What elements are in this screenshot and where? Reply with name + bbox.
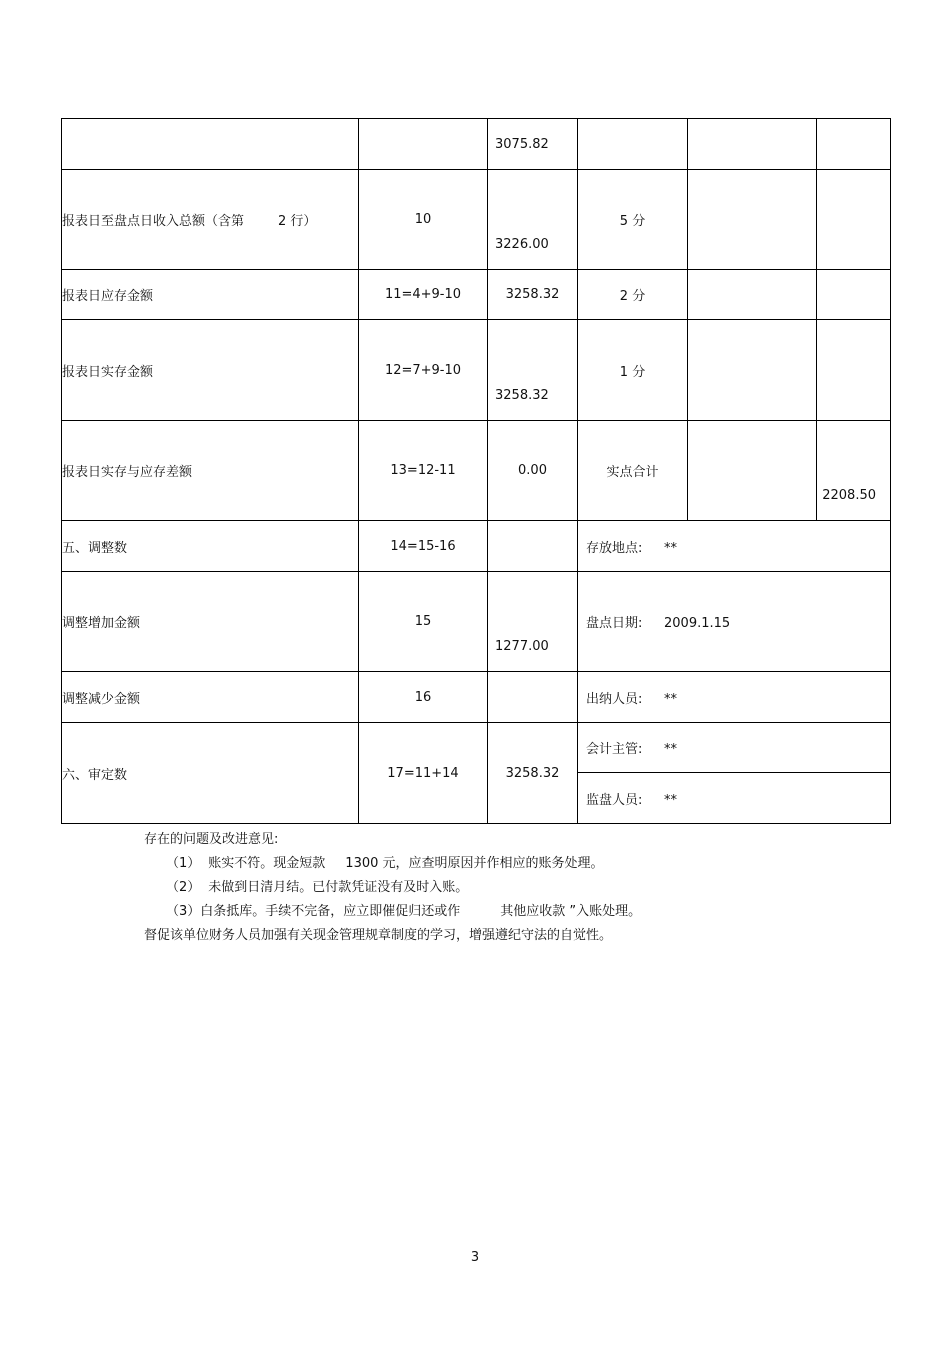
item-cell: 报表日实存金额 — [62, 320, 359, 421]
amount-cell — [488, 521, 578, 572]
item-cell: 五、调整数 — [62, 521, 359, 572]
amount-cell: 1277.00 — [488, 572, 578, 672]
amount-cell: 0.00 — [488, 421, 578, 521]
code-cell: 11=4+9-10 — [359, 270, 488, 320]
score-cell: 实点合计 — [578, 421, 688, 521]
info-label: 出纳人员: — [586, 691, 643, 707]
note-text: 白条抵库。手续不完备，应立即催促归还或作 — [200, 904, 461, 919]
code-cell: 13=12-11 — [359, 421, 488, 521]
info-value: ** — [664, 742, 677, 757]
blank-cell — [817, 320, 891, 421]
page-number: 3 — [470, 1250, 480, 1265]
table-row — [62, 119, 891, 170]
info-value: ** — [664, 691, 677, 707]
info-cell — [578, 773, 891, 824]
blank-cell — [688, 320, 817, 421]
amount-cell: 3226.00 — [488, 170, 578, 270]
notes-heading: 存在的问题及改进意见: — [144, 832, 279, 847]
amount-cell: 3258.32 — [488, 320, 578, 421]
info-label: 会计主管: — [586, 742, 643, 757]
item-label: 报表日至盘点日收入总额（含第 — [62, 214, 245, 229]
item-cell: 调整增加金额 — [62, 572, 359, 672]
info-value: 2009.1.15 — [664, 616, 731, 631]
table-row — [62, 572, 891, 672]
item-cell: 报表日应存金额 — [62, 270, 359, 320]
score-cell: 1 分 — [578, 320, 688, 421]
table-row — [62, 170, 891, 270]
blank-cell — [688, 421, 817, 521]
table-row — [62, 320, 891, 421]
item-label-tail: 2 行） — [278, 214, 317, 229]
item-cell — [62, 170, 359, 270]
info-label: 存放地点: — [586, 540, 643, 556]
score-cell: 2 分 — [578, 270, 688, 320]
cash-audit-table — [61, 118, 891, 824]
item-cell: 六、审定数 — [62, 723, 359, 824]
item-cell — [62, 119, 359, 170]
info-cell — [578, 521, 891, 572]
info-value: ** — [664, 792, 677, 808]
info-cell — [578, 572, 891, 672]
code-cell: 10 — [359, 170, 488, 270]
code-cell — [359, 119, 488, 170]
item-cell: 报表日实存与应存差额 — [62, 421, 359, 521]
table-row — [62, 270, 891, 320]
table-row — [62, 521, 891, 572]
info-label: 监盘人员: — [586, 792, 643, 808]
code-cell: 15 — [359, 572, 488, 672]
note-number: （1） — [166, 856, 201, 871]
note-text: 未做到日清月结。已付款凭证没有及时入账。 — [208, 880, 469, 895]
code-cell: 12=7+9-10 — [359, 320, 488, 421]
amount-cell: 3258.32 — [488, 723, 578, 824]
note-item — [144, 876, 641, 900]
note-text: 其他应收款 ”入账处理。 — [500, 904, 642, 919]
score-cell: 5 分 — [578, 170, 688, 270]
note-number: （3） — [166, 904, 201, 919]
note-item — [144, 900, 641, 924]
note-text: 账实不符。现金短款 — [208, 856, 326, 871]
score-cell — [578, 119, 688, 170]
blank-cell — [817, 119, 891, 170]
notes-closing: 督促该单位财务人员加强有关现金管理规章制度的学习，增强遵纪守法的自觉性。 — [144, 928, 613, 943]
blank-cell — [817, 270, 891, 320]
code-cell: 17=11+14 — [359, 723, 488, 824]
info-label: 盘点日期: — [586, 616, 643, 631]
amount-cell — [488, 672, 578, 723]
table-row — [62, 421, 891, 521]
item-cell: 调整减少金额 — [62, 672, 359, 723]
amount-cell: 3258.32 — [488, 270, 578, 320]
table-row — [62, 672, 891, 723]
note-item — [144, 852, 641, 876]
table-row — [62, 723, 891, 773]
info-cell — [578, 723, 891, 773]
blank-cell — [688, 170, 817, 270]
note-text: 1300 元，应查明原因并作相应的账务处理。 — [345, 856, 604, 871]
info-value: ** — [664, 540, 677, 556]
blank-cell — [688, 119, 817, 170]
total-cell: 2208.50 — [817, 421, 891, 521]
code-cell: 16 — [359, 672, 488, 723]
blank-cell — [817, 170, 891, 270]
code-cell: 14=15-16 — [359, 521, 488, 572]
amount-cell: 3075.82 — [488, 119, 578, 170]
note-number: （2） — [166, 880, 201, 895]
info-cell — [578, 672, 891, 723]
notes-section — [144, 828, 641, 948]
blank-cell — [688, 270, 817, 320]
